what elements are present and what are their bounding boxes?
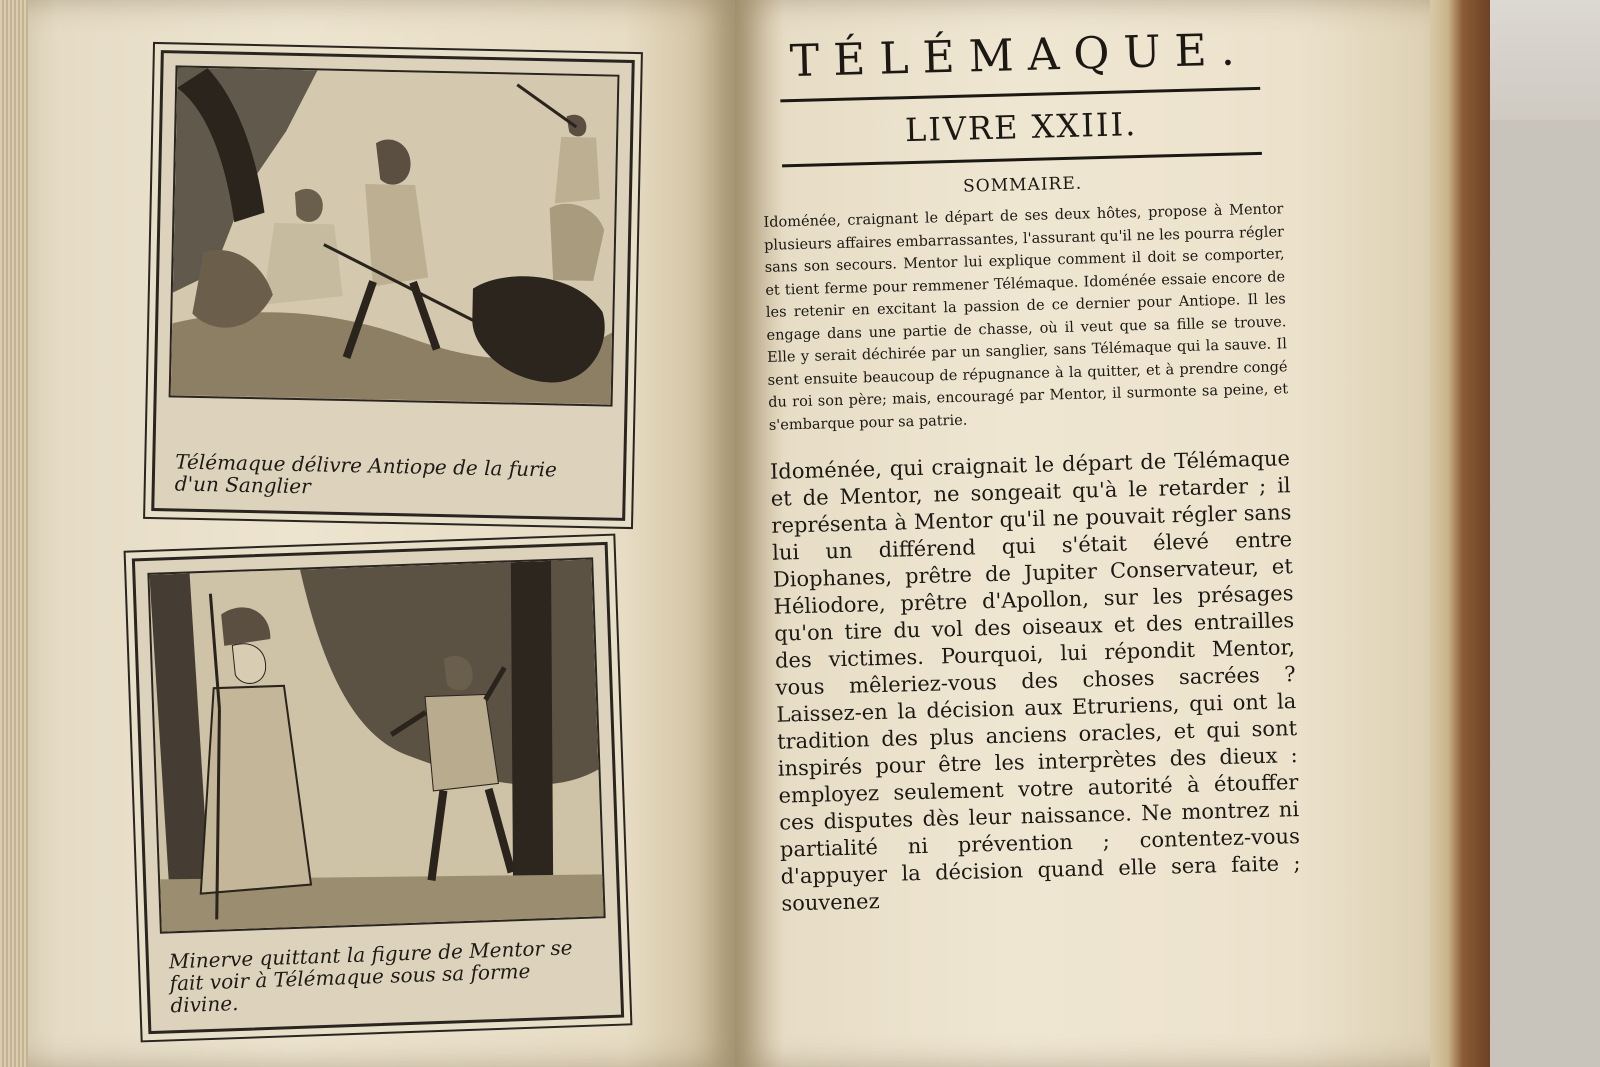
- engraving-plate-boar-hunt: [151, 50, 635, 521]
- page-edges: [0, 0, 28, 1067]
- running-head: TÉLÉMAQUE.: [789, 24, 1250, 88]
- summary-paragraph: Idoménée, craignant le départ de ses deux hôtes, propose à Mentor plusieurs affaires embarrassantes, l'assurant qu'il ne les pourra régler sans son secours. Mentor lui explique comment il doit se comporter, et tient ferme pour remmener Télémaque. Idoménée essaie encore de les retenir en excitant la passion de ce dernier pour Antiope. Il les engage dans une partie de chasse, où il veut que sa fille se trouve. Elle y serait déchirée par un sanglier, sans Télémaque qui la sauve. Il sent ensuite beaucoup de répugnance à la quitter, et à prendre congé du roi son père; mais, encouragé par Mentor, il surmonte sa peine, et s'embarque pour sa patrie.: [763, 201, 1289, 434]
- engraving-plate-minerva: [132, 542, 624, 1034]
- plate-caption-minerva: Minerve quittant la figure de Mentor se fait voir à Télémaque sous sa forme divine.: [168, 935, 573, 1018]
- plate-caption-boar-hunt: Télémaque délivre Antiope de la furie d'un Sanglier: [174, 449, 558, 499]
- engraving-scene-boar-hunt: [169, 65, 620, 406]
- right-page-text: [758, 13, 1301, 917]
- boar-hunt-illustration-icon: [171, 67, 618, 404]
- book-cover-edge: [1430, 0, 1490, 1067]
- book-number-heading: LIVRE XXIII.: [904, 105, 1138, 150]
- divider-rule: [780, 87, 1260, 103]
- minerva-illustration-icon: [149, 559, 603, 931]
- body-paragraph: Idoménée, qui craignait le départ de Télémaque et de Mentor, ne songeait qu'à le retarder ; il représenta à Mentor qu'il ne pouvait régler sans lui un différend qui s'était élevé entre Diophanes, prêtre de Jupiter Conservateur, et Héliodore, prêtre d'Apollon, sur les présages qu'on tire du vol des oiseaux et des entrailles des victimes. Pourquoi, lui répondit Mentor, vous mêleriez-vous des choses sacrées ? Laissez-en la décision aux Etruriens, qui ont la tradition des plus anciens oracles, et qui sont inspirés pour être les interprètes des dieux : employez seulement votre autorité à étouffer ces disputes dès leur naissance. Ne montrez ni partialité ni prévention ; contentez-vous d'appuyer la décision quand elle sera faite ; souvenez: [769, 446, 1301, 916]
- summary-title: SOMMAIRE.: [962, 173, 1083, 197]
- engraving-scene-minerva: [147, 557, 605, 934]
- divider-rule: [782, 152, 1262, 168]
